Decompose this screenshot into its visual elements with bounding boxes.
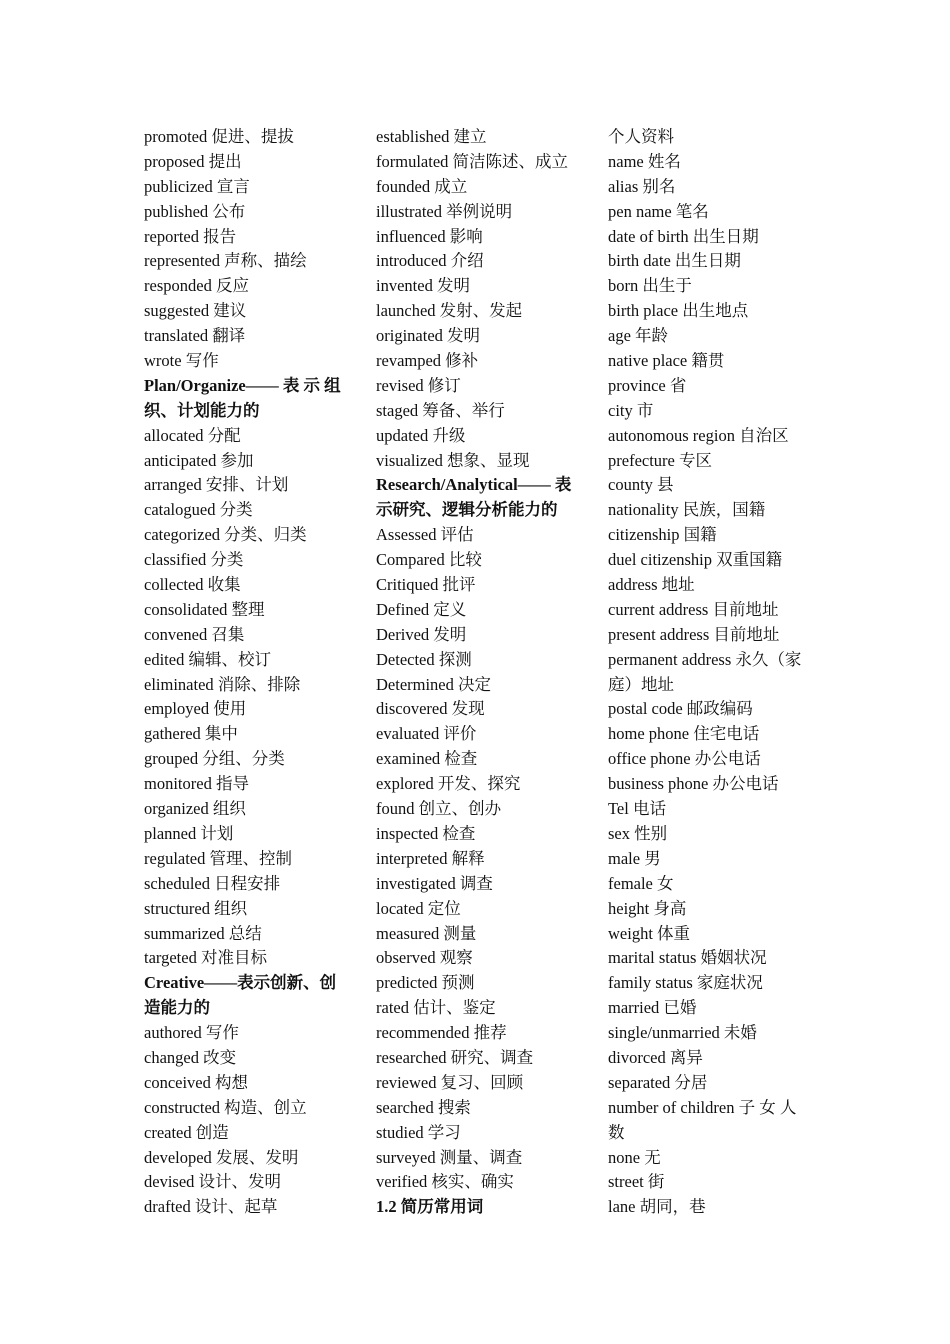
section-heading: Plan/Organize—— 表 示 组 xyxy=(144,375,341,395)
vocab-entry: created 创造 xyxy=(144,1122,229,1142)
vocab-entry: Compared 比较 xyxy=(376,550,482,570)
vocab-entry: height 身高 xyxy=(608,898,687,918)
vocab-entry: family status 家庭状况 xyxy=(608,973,763,993)
vocab-entry: divorced 离异 xyxy=(608,1047,703,1067)
vocab-entry: male 男 xyxy=(608,848,661,868)
vocab-entry: age 年龄 xyxy=(608,326,669,346)
section-heading: Creative——表示创新、创 xyxy=(144,973,337,993)
vocab-entry: lane 胡同，巷 xyxy=(608,1197,706,1217)
vocab-entry: present address 目前地址 xyxy=(608,624,780,644)
vocab-entry: searched 搜索 xyxy=(376,1097,471,1117)
vocab-entry: native place 籍贯 xyxy=(608,351,725,371)
vocab-entry: visualized 想象、显现 xyxy=(376,450,530,470)
vocab-entry: grouped 分组、分类 xyxy=(144,749,285,769)
vocab-entry: drafted 设计、起草 xyxy=(144,1197,278,1217)
vocab-entry: Defined 定义 xyxy=(376,599,467,619)
vocab-entry: inspected 检查 xyxy=(376,823,476,843)
vocab-entry: interpreted 解释 xyxy=(376,848,485,868)
vocab-entry: updated 升级 xyxy=(376,425,466,445)
vocab-entry: founded 成立 xyxy=(376,176,468,196)
vocab-entry: invented 发明 xyxy=(376,276,470,296)
vocab-entry: publicized 宣言 xyxy=(144,176,250,196)
vocab-entry: constructed 构造、创立 xyxy=(144,1097,307,1117)
vocab-entry: Critiqued 批评 xyxy=(376,575,476,595)
vocab-entry: introduced 介绍 xyxy=(376,251,484,271)
vocab-entry: nationality 民族，国籍 xyxy=(608,500,766,520)
vocab-entry: street 街 xyxy=(608,1172,665,1192)
vocab-entry: verified 核实、确实 xyxy=(376,1172,514,1192)
vocab-entry: duel citizenship 双重国籍 xyxy=(608,550,783,570)
vocab-entry: Derived 发明 xyxy=(376,624,467,644)
vocab-entry: reviewed 复习、回顾 xyxy=(376,1072,524,1092)
vocab-entry: city 市 xyxy=(608,400,654,420)
vocab-entry: influenced 影响 xyxy=(376,226,483,246)
vocab-entry: Determined 决定 xyxy=(376,674,492,694)
vocab-entry: alias 别名 xyxy=(608,176,676,196)
vocab-entry: current address 目前地址 xyxy=(608,599,779,619)
vocab-entry: home phone 住宅电话 xyxy=(608,724,760,744)
vocab-entry: born 出生于 xyxy=(608,276,692,296)
section-heading: 示研究、逻辑分析能力的 xyxy=(376,500,558,520)
vocab-entry: revised 修订 xyxy=(376,375,461,395)
vocab-entry: recommended 推荐 xyxy=(376,1023,507,1043)
vocab-entry: weight 体重 xyxy=(608,923,691,943)
vocab-entry: established 建立 xyxy=(376,127,487,146)
vocab-entry: examined 检查 xyxy=(376,749,478,769)
vocab-entry: devised 设计、发明 xyxy=(144,1172,282,1192)
vocab-entry: evaluated 评价 xyxy=(376,724,477,744)
vocab-entry: targeted 对准目标 xyxy=(144,948,267,968)
vocab-entry: predicted 预测 xyxy=(376,973,475,993)
vocab-entry: launched 发射、发起 xyxy=(376,301,523,321)
column-1 xyxy=(144,125,344,1220)
vocab-entry: Detected 探测 xyxy=(376,649,472,669)
vocab-entry: office phone 办公电话 xyxy=(608,749,761,769)
vocab-entry: edited 编辑、校订 xyxy=(144,649,271,669)
vocab-entry: birth place 出生地点 xyxy=(608,301,749,321)
vocab-entry: 庭）地址 xyxy=(608,674,674,694)
vocab-entry: researched 研究、调查 xyxy=(376,1047,534,1067)
vocab-entry: wrote 写作 xyxy=(144,351,219,371)
vocab-entry: prefecture 专区 xyxy=(608,450,712,470)
vocab-entry: female 女 xyxy=(608,873,674,893)
vocab-entry: monitored 指导 xyxy=(144,774,249,794)
vocab-entry: studied 学习 xyxy=(376,1122,461,1142)
section-heading: 造能力的 xyxy=(144,998,210,1018)
vocab-entry: name 姓名 xyxy=(608,151,681,171)
vocab-entry: catalogued 分类 xyxy=(144,500,253,520)
vocab-entry: 个人资料 xyxy=(608,127,674,146)
vocab-entry: scheduled 日程安排 xyxy=(144,873,281,893)
vocab-entry: consolidated 整理 xyxy=(144,599,265,619)
vocab-entry: address 地址 xyxy=(608,575,695,595)
vocab-entry: autonomous region 自治区 xyxy=(608,425,789,445)
vocab-entry: conceived 构想 xyxy=(144,1072,249,1092)
vocab-entry: responded 反应 xyxy=(144,276,249,296)
section-heading: 织、计划能力的 xyxy=(144,400,260,420)
vocab-entry: surveyed 测量、调查 xyxy=(376,1147,523,1167)
vocab-entry: found 创立、创办 xyxy=(376,799,502,819)
vocab-entry: organized 组织 xyxy=(144,799,246,819)
vocab-entry: promoted 促进、提拔 xyxy=(144,127,294,146)
vocab-entry: none 无 xyxy=(608,1147,661,1167)
vocab-entry: revamped 修补 xyxy=(376,351,479,371)
vocab-entry: anticipated 参加 xyxy=(144,450,254,470)
vocab-entry: categorized 分类、归类 xyxy=(144,525,307,545)
vocab-entry: published 公布 xyxy=(144,201,246,221)
vocab-entry: marital status 婚姻状况 xyxy=(608,948,767,968)
vocab-entry: birth date 出生日期 xyxy=(608,251,741,271)
vocab-entry: staged 筹备、举行 xyxy=(376,400,505,420)
vocab-entry: measured 测量 xyxy=(376,923,477,943)
vocab-entry: allocated 分配 xyxy=(144,425,241,445)
section-heading: Research/Analytical—— 表 xyxy=(376,475,572,495)
vocab-entry: Assessed 评估 xyxy=(376,525,474,545)
vocab-entry: single/unmarried 未婚 xyxy=(608,1023,757,1043)
vocab-entry: postal code 邮政编码 xyxy=(608,699,753,719)
vocab-entry: number of children 子 女 人 xyxy=(608,1097,797,1117)
vocab-entry: observed 观察 xyxy=(376,948,473,968)
vocab-entry: structured 组织 xyxy=(144,898,248,918)
vocab-entry: gathered 集中 xyxy=(144,724,238,744)
section-heading: 1.2 简历常用词 xyxy=(376,1197,484,1217)
vocab-entry: 数 xyxy=(608,1122,625,1142)
vocab-entry: reported 报告 xyxy=(144,226,237,246)
vocab-entry: originated 发明 xyxy=(376,326,481,346)
vocab-entry: formulated 简洁陈述、成立 xyxy=(376,151,569,171)
vocab-entry: proposed 提出 xyxy=(144,151,242,171)
vocab-entry: permanent address 永久（家 xyxy=(608,649,802,669)
vocab-entry: separated 分居 xyxy=(608,1072,708,1092)
column-2 xyxy=(376,125,576,1220)
vocab-entry: convened 召集 xyxy=(144,624,245,644)
vocab-entry: illustrated 举例说明 xyxy=(376,201,513,221)
vocab-entry: authored 写作 xyxy=(144,1023,239,1043)
vocab-entry: located 定位 xyxy=(376,898,461,918)
vocab-entry: translated 翻译 xyxy=(144,326,246,346)
vocab-entry: sex 性别 xyxy=(608,823,668,843)
vocab-entry: discovered 发现 xyxy=(376,699,485,719)
vocab-entry: married 已婚 xyxy=(608,998,697,1018)
vocab-entry: date of birth 出生日期 xyxy=(608,226,759,246)
vocab-entry: planned 计划 xyxy=(144,823,234,843)
vocab-entry: eliminated 消除、排除 xyxy=(144,674,301,694)
vocab-entry: classified 分类 xyxy=(144,550,244,570)
vocab-entry: changed 改变 xyxy=(144,1047,237,1067)
vocab-entry: county 县 xyxy=(608,475,674,495)
vocab-entry: rated 估计、鉴定 xyxy=(376,998,496,1018)
column-3 xyxy=(608,125,808,1220)
vocab-entry: represented 声称、描绘 xyxy=(144,251,307,271)
vocab-entry: arranged 安排、计划 xyxy=(144,475,289,495)
vocab-entry: investigated 调查 xyxy=(376,873,493,893)
vocab-entry: business phone 办公电话 xyxy=(608,774,779,794)
vocab-entry: citizenship 国籍 xyxy=(608,525,717,545)
vocab-entry: pen name 笔名 xyxy=(608,201,709,221)
vocab-entry: Tel 电话 xyxy=(608,799,666,819)
vocab-entry: employed 使用 xyxy=(144,699,247,719)
vocab-entry: province 省 xyxy=(608,375,687,395)
vocab-entry: explored 开发、探究 xyxy=(376,774,521,794)
vocab-entry: collected 收集 xyxy=(144,575,241,595)
vocab-entry: summarized 总结 xyxy=(144,923,262,943)
vocab-entry: suggested 建议 xyxy=(144,301,247,321)
vocab-entry: developed 发展、发明 xyxy=(144,1147,299,1167)
vocab-entry: regulated 管理、控制 xyxy=(144,848,293,868)
